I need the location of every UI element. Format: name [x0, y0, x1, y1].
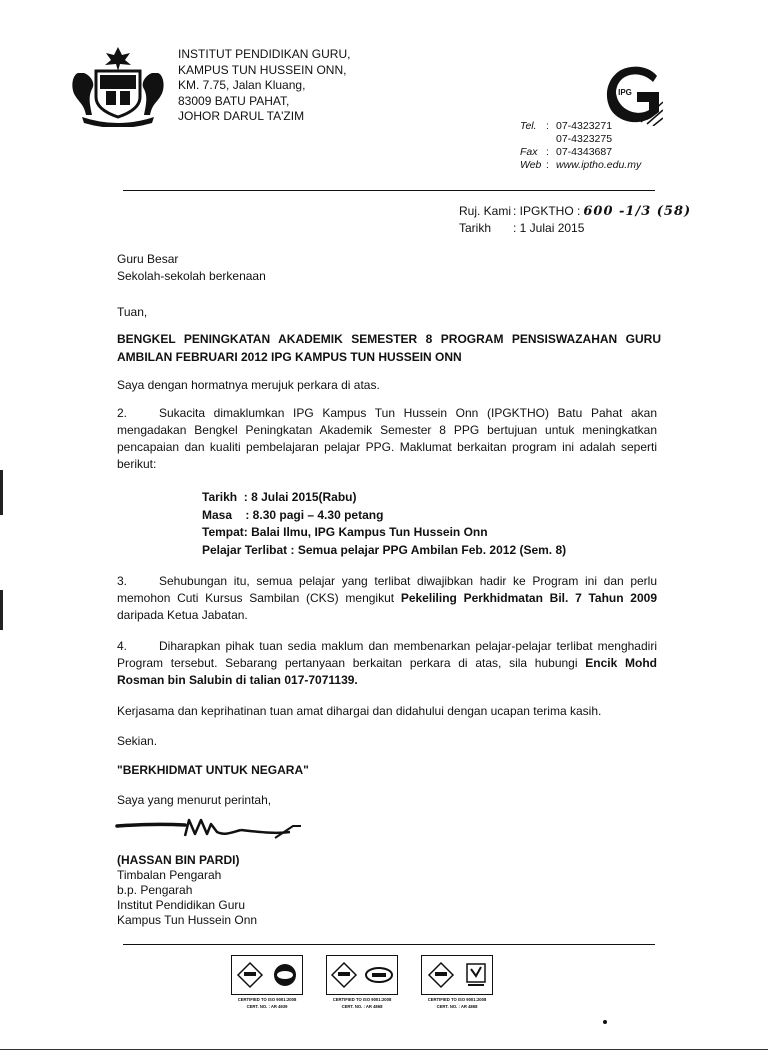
detail-tempat: Tempat: Balai Ilmu, IPG Kampus Tun Hussein Onn: [202, 525, 488, 539]
salutation: Tuan,: [117, 305, 148, 319]
paragraph-number: 2.: [117, 406, 128, 420]
coat-of-arms-logo: [68, 45, 168, 127]
quality-system-icon: [421, 955, 493, 995]
ruj-handwritten: 600 -1/3 (58): [583, 204, 692, 219]
certification-badges: [228, 955, 498, 1009]
ruj-label: Ruj. Kami: [459, 204, 512, 218]
paragraph-text: Sehubungan itu, semua pelajar yang terlibat diwajibkan hadir ke Program ini dan perlu memohon Cuti Kursus Sambilan (CKS) mengikut: [117, 574, 657, 605]
paragraph-number: 4.: [117, 639, 128, 653]
tel-value: 07-4323271: [556, 120, 613, 132]
web-link[interactable]: www.iptho.edu.my: [556, 159, 642, 171]
web-label: Web: [520, 159, 542, 171]
ipg-logo-text: IPG: [618, 88, 632, 97]
sekian-line: Sekian.: [117, 734, 158, 748]
recipient-block: [117, 251, 657, 285]
separator: :: [546, 146, 549, 158]
ipg-logo: [603, 62, 663, 126]
certification-badge: [228, 955, 306, 1009]
address-line: 83009 BATU PAHAT,: [178, 93, 290, 108]
detail-pelajar: Pelajar Terlibat : Semua pelajar PPG Ambilan Feb. 2012 (Sem. 8): [202, 542, 567, 557]
certification-badge: [418, 955, 496, 1009]
signature-image: [115, 814, 315, 854]
scan-edge-bottom: [0, 1049, 768, 1050]
spacer: [520, 133, 546, 146]
fax-label: Fax: [520, 146, 538, 158]
subject-line: BENGKEL PENINGKATAN AKADEMIK SEMESTER 8 PROGRAM PENSISWAZAHAN GURU AMBILAN FEBRUARI 2012 IPG KAMPUS TUN HUSSEIN ONN: [117, 332, 661, 364]
tarikh-label: Tarikh: [459, 221, 492, 235]
address-line: JOHOR DARUL TA'ZIM: [178, 109, 305, 123]
tel-value-2: 07-4323275: [556, 133, 613, 145]
tel-label: Tel.: [520, 120, 537, 132]
tel-row: [520, 120, 641, 133]
paragraph-3: [117, 573, 657, 624]
institution-address: [178, 47, 350, 125]
ruj-row: [459, 203, 691, 220]
certification-badge: [323, 955, 401, 1009]
detail-tarikh: Tarikh : 8 Julai 2015(Rabu): [202, 490, 357, 504]
address-line: INSTITUT PENDIDIKAN GURU,: [178, 47, 351, 61]
paragraph-2: [117, 405, 657, 473]
separator: :: [546, 120, 549, 132]
header-divider: [123, 190, 655, 191]
quality-system-icon: [326, 955, 398, 995]
signatory-title: b.p. Pengarah: [117, 883, 193, 897]
recipient-line: Sekolah-sekolah berkenaan: [117, 269, 266, 283]
recipient-line: Guru Besar: [117, 252, 179, 266]
circular-reference: Pekeliling Perkhidmatan Bil. 7 Tahun 2009: [400, 591, 658, 605]
reference-block: [459, 203, 691, 236]
cert-caption: CERTIFIED TO ISO 9001:2008: [427, 997, 487, 1002]
address-line: KM. 7.75, Jalan Kluang,: [178, 78, 306, 92]
stray-dot: [603, 1020, 607, 1024]
spacer: [546, 133, 556, 146]
ruj-value: IPGKTHO :: [519, 204, 581, 218]
signatory-org: Kampus Tun Hussein Onn: [117, 913, 258, 927]
cert-caption: CERTIFIED TO ISO 9001:2008: [237, 997, 297, 1002]
tarikh-value: : 1 Julai 2015: [513, 221, 585, 235]
signatory-title: Timbalan Pengarah: [117, 868, 222, 882]
paragraph-4: [117, 638, 657, 689]
paragraph-text: daripada Ketua Jabatan.: [117, 608, 248, 622]
thanks-line: Kerjasama dan keprihatinan tuan amat dihargai dan didahului dengan ucapan terima kasih.: [117, 704, 602, 718]
paragraph-text: Diharapkan pihak tuan sedia maklum dan membenarkan pelajar-pelajar terlibat menghadiri Program tersebut. Sebarang pertanyaan berkaitan perkara di atas, sila hubungi: [117, 639, 657, 670]
signatory-org: Institut Pendidikan Guru: [117, 898, 246, 912]
fax-row: [520, 146, 641, 159]
closing-line: Saya yang menurut perintah,: [117, 793, 272, 807]
scan-edge: [0, 590, 3, 630]
paragraph-1: Saya dengan hormatnya merujuk perkara di atas.: [117, 378, 380, 392]
scan-edge: [0, 470, 3, 515]
ruj-colon: :: [513, 204, 520, 218]
web-row: [520, 159, 641, 172]
tarikh-row: [459, 220, 691, 236]
motto-line: "BERKHIDMAT UNTUK NEGARA": [117, 763, 309, 777]
fax-value: 07-4343687: [556, 146, 613, 158]
tel-row-2: [520, 133, 641, 146]
separator: :: [546, 159, 549, 171]
cert-number: CERT. NO. : AR 4939: [246, 1004, 288, 1009]
signatory-block: [117, 853, 257, 928]
signatory-name: (HASSAN BIN PARDI): [117, 853, 240, 867]
paragraph-number: 3.: [117, 574, 128, 588]
cert-caption: CERTIFIED TO ISO 9001:2008: [332, 997, 392, 1002]
programme-details: [202, 489, 566, 559]
contact-person: Encik Mohd Rosman bin Salubin di talian 017-7071139.: [117, 656, 658, 687]
address-line: KAMPUS TUN HUSSEIN ONN,: [178, 62, 347, 77]
contact-info: [520, 120, 641, 172]
paragraph-text: Sukacita dimaklumkan IPG Kampus Tun Hussein Onn (IPGKTHO) Batu Pahat akan mengadakan Bengkel Peningkatan Akademik Semester 8 PPG bertujuan untuk meningkatkan pencapaian dan kualiti pembelajaran pelajar PPG. Maklumat berkaitan program ini adalah seperti berikut:: [117, 406, 657, 471]
cert-number: CERT. NO. : AR 4868: [341, 1004, 383, 1009]
quality-system-icon: [231, 955, 303, 995]
cert-number: CERT. NO. : AR 4868: [436, 1004, 478, 1009]
detail-masa: Masa : 8.30 pagi – 4.30 petang: [202, 507, 384, 522]
footer-divider: [123, 944, 655, 945]
